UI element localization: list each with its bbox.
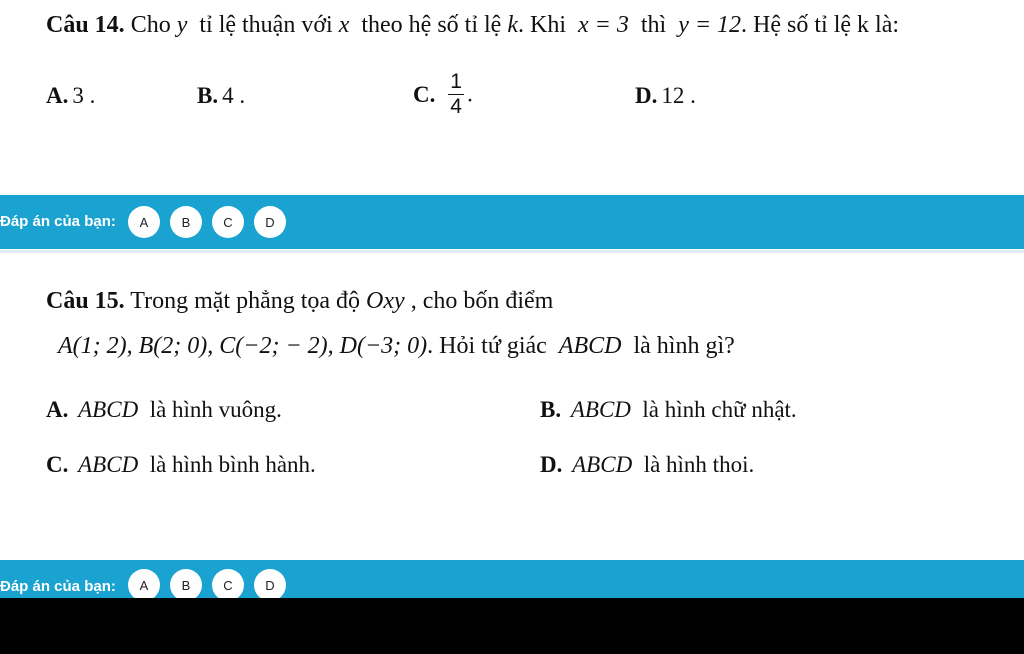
q14-var-x: x [338, 12, 350, 38]
option-abcd: ABCD [572, 452, 633, 477]
choice-a-button[interactable]: A [128, 206, 160, 238]
q15-text: , cho bốn điểm [410, 288, 554, 314]
q15-text: là hình gì? [633, 333, 735, 359]
q14-number: Câu 14. [46, 12, 125, 38]
option-text: là hình vuông. [149, 397, 282, 422]
q15-stem-line1 [46, 288, 553, 315]
option-label: C. [413, 81, 436, 107]
option-value: 12 . [661, 83, 696, 108]
q15-number: Câu 15. [46, 288, 125, 314]
q15-option-d [540, 452, 754, 478]
q14-text: Cho [130, 12, 171, 38]
answer-bar-q14 [0, 195, 1024, 249]
option-label: C. [46, 452, 69, 477]
choice-d-button[interactable]: D [254, 569, 286, 598]
option-value: . [467, 81, 473, 107]
option-value: 4 . [222, 83, 246, 108]
q15-text: . Hỏi tứ giác [427, 333, 547, 359]
q15-option-c [46, 452, 316, 478]
option-text: là hình thoi. [643, 452, 755, 477]
q14-condition-x: x = 3 [577, 12, 629, 38]
q15-oxy: Oxy [366, 288, 405, 314]
option-abcd: ABCD [78, 452, 139, 477]
choice-c-button[interactable]: C [212, 569, 244, 598]
option-label: B. [540, 397, 562, 422]
q15-text: Trong mặt phẳng tọa độ [130, 288, 361, 314]
answer-label: Đáp án của bạn: [0, 578, 116, 595]
q15-stem-line2 [58, 333, 735, 360]
q14-var-k: k [507, 12, 518, 38]
option-text: là hình bình hành. [149, 452, 316, 477]
q14-stem [46, 12, 899, 39]
q15-option-a [46, 397, 282, 423]
q14-condition-y: y = 12 [678, 12, 742, 38]
q14-text: tỉ lệ thuận với [199, 12, 333, 38]
choice-d-button[interactable]: D [254, 206, 286, 238]
choice-b-button[interactable]: B [170, 206, 202, 238]
q15-option-b [540, 397, 797, 423]
option-abcd: ABCD [570, 397, 631, 422]
fraction-numerator: 1 [450, 70, 462, 93]
choice-a-button[interactable]: A [128, 569, 160, 598]
screen-bottom-band [0, 598, 1024, 654]
option-label: D. [540, 452, 563, 477]
q14-option-c [413, 70, 473, 119]
q14-option-b [197, 83, 245, 109]
fraction [448, 70, 464, 119]
option-label: B. [197, 83, 219, 108]
option-value: 3 . [72, 83, 96, 108]
answer-bar-q15 [0, 560, 1024, 598]
q14-text: . Hệ số tỉ lệ k là: [741, 12, 900, 38]
option-text: là hình chữ nhật. [642, 397, 797, 422]
answer-label: Đáp án của bạn: [0, 213, 116, 230]
q14-var-y: y [176, 12, 188, 38]
q14-option-d [635, 83, 696, 109]
q15-points: A(1; 2), B(2; 0), C(−2; − 2), D(−3; 0) [58, 333, 428, 359]
fraction-denominator: 4 [450, 95, 462, 118]
q14-text: . Khi [517, 12, 566, 38]
option-label: A. [46, 397, 69, 422]
choice-b-button[interactable]: B [170, 569, 202, 598]
q14-option-a [46, 83, 95, 109]
q14-text: theo hệ số tỉ lệ [361, 12, 502, 38]
divider [0, 250, 1024, 253]
q15-abcd: ABCD [558, 333, 622, 359]
option-label: D. [635, 83, 658, 108]
option-label: A. [46, 83, 69, 108]
option-abcd: ABCD [78, 397, 139, 422]
q14-text: thì [640, 12, 667, 38]
choice-c-button[interactable]: C [212, 206, 244, 238]
